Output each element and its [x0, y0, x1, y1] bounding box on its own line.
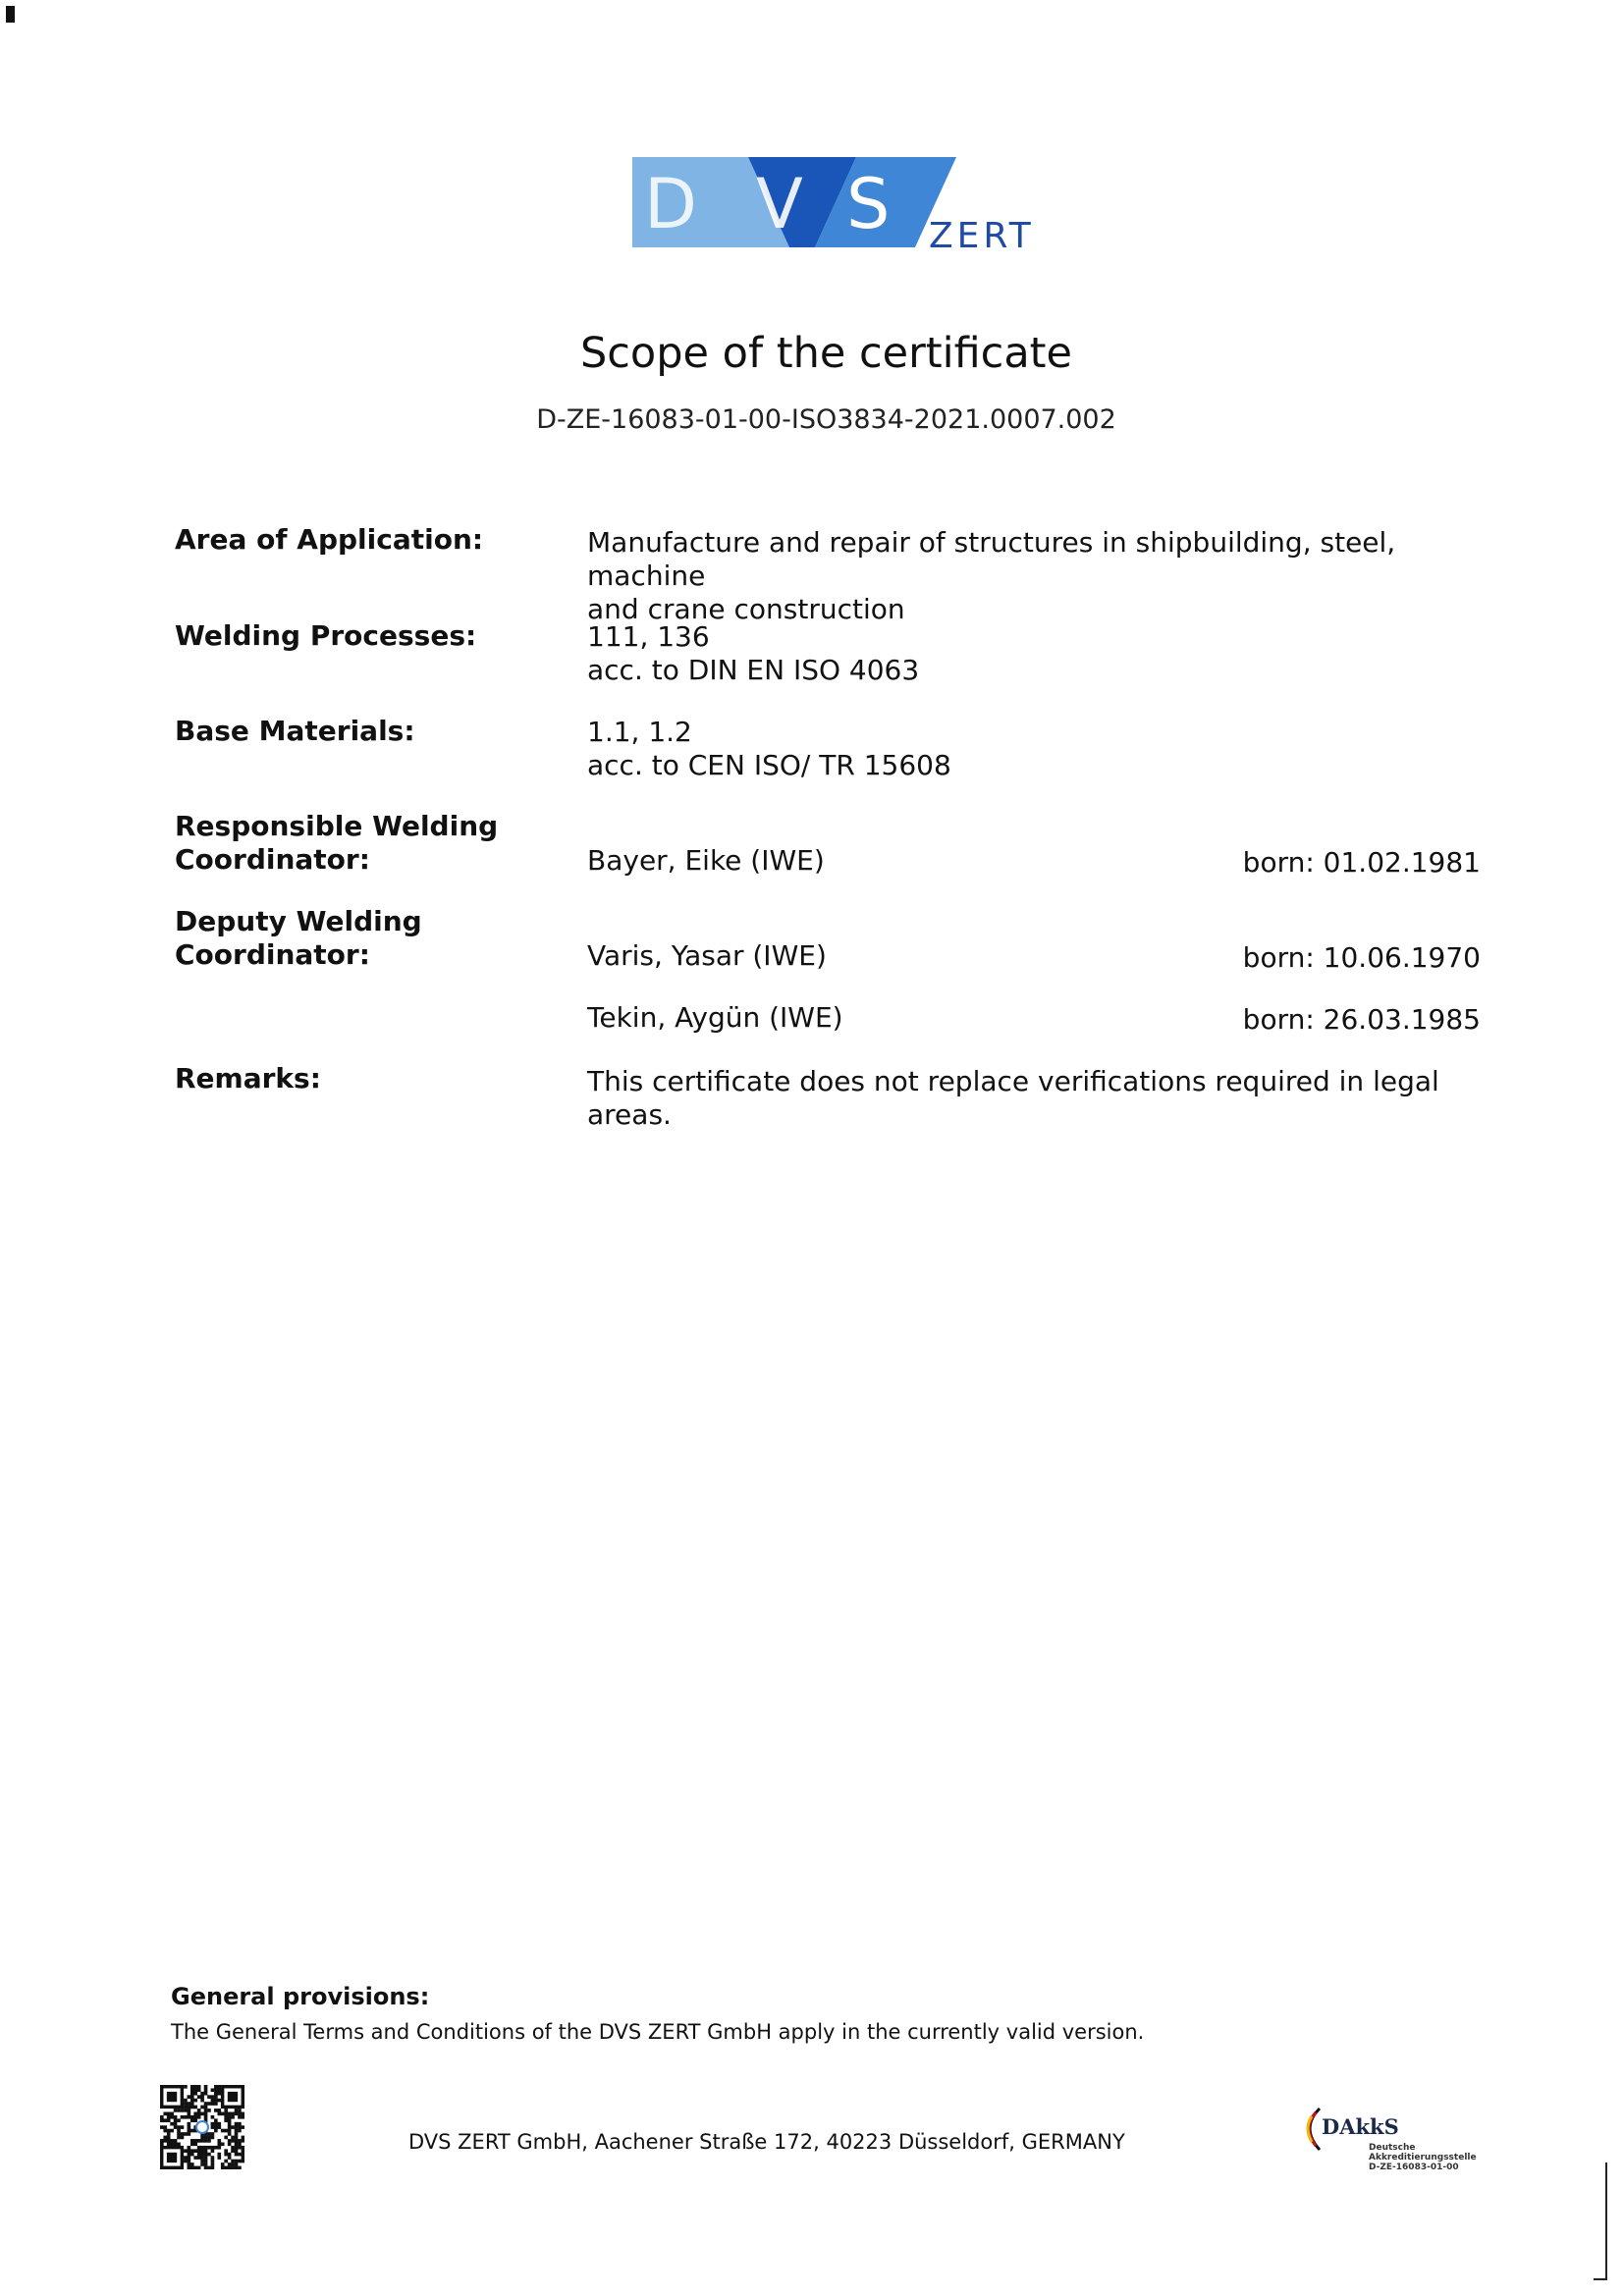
deputy-label: [175, 905, 568, 972]
deputy-name: Varis, Yasar (IWE): [587, 939, 827, 972]
dvs-zert-logo: [632, 157, 1064, 255]
processes-label: Welding Processes:: [175, 619, 477, 652]
responsible-label: [175, 810, 568, 877]
deputy-label-line: Coordinator:: [175, 938, 370, 971]
qr-code-graphic: [160, 2085, 244, 2169]
logo-suffix: ZERT: [929, 216, 1035, 255]
general-provisions-text: The General Terms and Conditions of the DVS ZERT GmbH apply in the currently valid version.: [171, 2020, 1145, 2044]
materials-value: [587, 716, 1490, 782]
remarks-label: Remarks:: [175, 1062, 321, 1095]
area-value: [587, 526, 1490, 626]
logo-letter-d: D: [644, 164, 697, 244]
dakks-arcs-icon: [1294, 2105, 1324, 2154]
remarks-value: [587, 1065, 1490, 1132]
deputy-label-line: Deputy Welding: [175, 905, 422, 937]
certificate-id: D-ZE-16083-01-00-ISO3834-2021.0007.002: [536, 404, 1116, 435]
area-line: Manufacture and repair of structures in shipbuilding, steel, machine: [587, 526, 1396, 592]
responsible-born: born: 01.02.1981: [1242, 846, 1481, 879]
materials-line: acc. to CEN ISO/ TR 15608: [587, 749, 951, 781]
company-address: DVS ZERT GmbH, Aachener Straße 172, 40223 Düsseldorf, GERMANY: [408, 2130, 1125, 2154]
crop-mark: [1605, 2163, 1607, 2280]
dakks-line: Deutsche: [1369, 2143, 1416, 2153]
area-line: and crane construction: [587, 593, 905, 625]
materials-label: Base Materials:: [175, 715, 415, 747]
page-title: Scope of the certificate: [580, 329, 1072, 378]
scan-mark: [6, 6, 15, 23]
dakks-line: D-ZE-16083-01-00: [1369, 2163, 1459, 2172]
materials-line: 1.1, 1.2: [587, 716, 692, 748]
logo-letter-v: V: [756, 164, 803, 244]
deputy-born: born: 10.06.1970: [1242, 941, 1481, 974]
dvs-zert-logo-graphic: [632, 157, 1064, 255]
remarks-line: areas.: [587, 1098, 672, 1131]
deputy-born: born: 26.03.1985: [1242, 1003, 1481, 1036]
crop-mark: [1594, 2278, 1607, 2280]
processes-value: [587, 620, 1490, 687]
general-provisions-title: General provisions:: [171, 1983, 430, 2010]
processes-line: acc. to DIN EN ISO 4063: [587, 654, 920, 686]
dakks-logo: [1294, 2101, 1481, 2179]
remarks-line: This certificate does not replace verifications required in legal: [587, 1065, 1439, 1097]
deputy-name: Tekin, Aygün (IWE): [587, 1001, 843, 1034]
responsible-name: Bayer, Eike (IWE): [587, 844, 825, 877]
qr-code-icon: [160, 2085, 244, 2169]
logo-letter-s: S: [846, 164, 891, 244]
processes-line: 111, 136: [587, 620, 710, 653]
dakks-name: DAkkS: [1322, 2114, 1399, 2139]
responsible-label-line: Responsible Welding: [175, 810, 499, 842]
responsible-label-line: Coordinator:: [175, 843, 370, 876]
area-label: Area of Application:: [175, 523, 484, 556]
dakks-line: Akkreditierungsstelle: [1369, 2153, 1477, 2163]
